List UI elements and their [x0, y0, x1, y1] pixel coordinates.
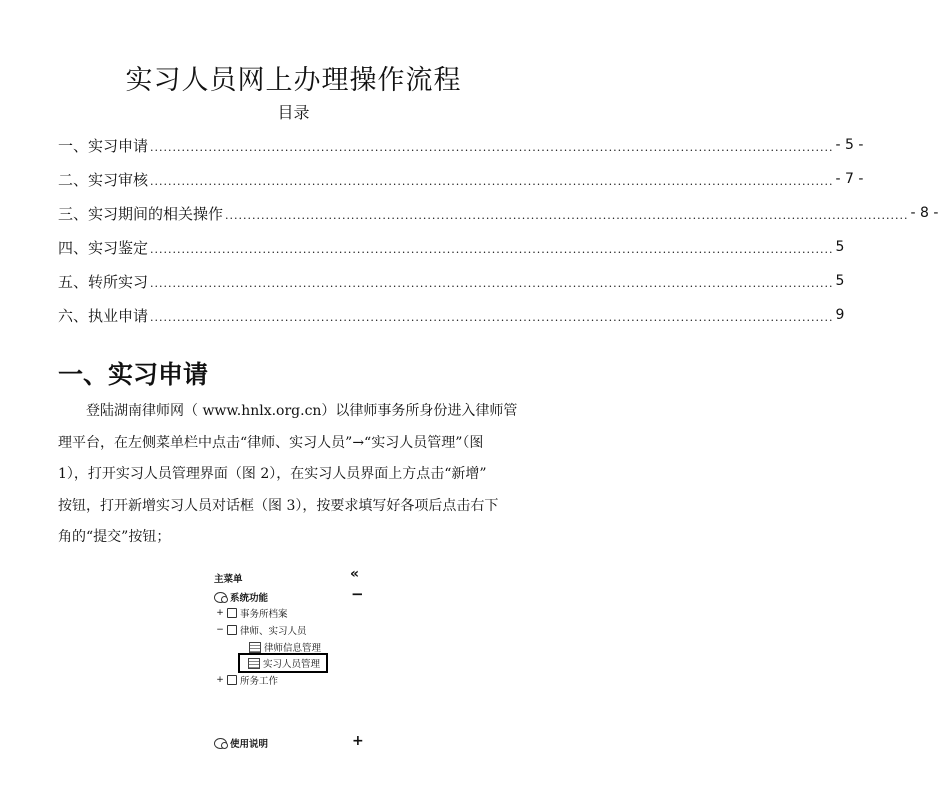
toc-entry-number: 六、: [58, 306, 89, 325]
gear-icon: [214, 592, 227, 603]
collapse-toggle[interactable]: −: [216, 625, 224, 635]
toc-entry-page: - 7 -: [835, 171, 864, 187]
expand-toggle[interactable]: +: [216, 608, 224, 618]
toc-leader-dots: ........................................................................................................................................................: [150, 277, 834, 290]
toc-entry[interactable]: [58, 264, 845, 298]
toc-leader-dots: ........................................................................................................................................................: [150, 243, 834, 256]
toc-entry-page: - 5 -: [835, 137, 864, 153]
paragraph-line: 1），打开实习人员管理界面（图 2），在实习人员界面上方点击“新增”: [58, 466, 487, 482]
toc-entry-page: 5: [835, 239, 845, 255]
paragraph-line: 登陆湖南律师网（ www.hnlx.org.cn）以律师事务所身份进入律师管: [86, 403, 518, 419]
paragraph-line: 角的“提交”按钮；: [58, 529, 171, 545]
menu-item-firm-affairs[interactable]: [216, 673, 278, 687]
toc-entry[interactable]: [58, 298, 845, 332]
toc-entry-number: 四、: [58, 238, 89, 257]
table-of-contents: [58, 128, 938, 332]
toc-leader-dots: ........................................................................................................................................................: [150, 141, 834, 154]
system-functions-label: 系统功能: [230, 593, 269, 604]
menu-item-label: 实习人员管理: [263, 659, 321, 670]
menu-item-label: 所务工作: [240, 676, 279, 687]
menu-item-intern-management[interactable]: [238, 653, 328, 673]
collapse-icon[interactable]: «: [350, 566, 360, 582]
document-icon: [248, 658, 260, 669]
menu-item-label: 律师、实习人员: [240, 626, 307, 637]
toc-leader-dots: ........................................................................................................................................................: [150, 175, 834, 188]
toc-entry[interactable]: [58, 162, 864, 196]
menu-item-lawyer-info[interactable]: [249, 640, 321, 654]
menu-screenshot: [200, 565, 380, 765]
system-functions-toggle[interactable]: −: [351, 585, 364, 603]
folder-icon: [227, 675, 237, 685]
paragraph-line: 按钮，打开新增实习人员对话框（图 3），按要求填写好各项后点击右下: [58, 497, 499, 514]
system-functions-header[interactable]: [214, 590, 268, 604]
toc-leader-dots: ........................................................................................................................................................: [150, 311, 834, 324]
folder-icon: [227, 608, 237, 618]
menu-item-label: 律师信息管理: [264, 643, 322, 654]
menu-item-label: 事务所档案: [240, 609, 288, 620]
toc-entry-title: 实习期间的相关操作: [88, 204, 224, 223]
toc-entry-number: 一、: [58, 136, 89, 155]
usage-guide-toggle[interactable]: +: [352, 733, 364, 749]
toc-leader-dots: ........................................................................................................................................................: [225, 209, 909, 222]
main-menu-title: 主菜单: [214, 574, 243, 585]
toc-entry-title: 执业申请: [88, 306, 149, 325]
document-icon: [249, 642, 261, 653]
toc-entry-page: 5: [835, 273, 845, 289]
document-title: 实习人员网上办理操作流程: [125, 65, 462, 96]
folder-icon: [227, 625, 237, 635]
toc-entry-title: 实习审核: [88, 170, 149, 189]
toc-entry-page: 9: [835, 307, 845, 323]
expand-toggle[interactable]: +: [216, 675, 224, 685]
body-paragraph: [58, 396, 528, 554]
toc-entry[interactable]: [58, 128, 864, 162]
toc-entry-number: 二、: [58, 170, 89, 189]
usage-guide-header[interactable]: [214, 736, 268, 750]
toc-entry-number: 三、: [58, 204, 89, 223]
toc-entry[interactable]: [58, 230, 845, 264]
menu-item-lawyers-interns[interactable]: [216, 623, 307, 637]
toc-entry-title: 实习申请: [88, 136, 149, 155]
toc-heading: 目录: [277, 103, 310, 122]
paragraph-line: 理平台，在左侧菜单栏中点击“律师、实习人员”→“实习人员管理”（图: [58, 434, 484, 451]
section-heading: 一、实习申请: [58, 360, 209, 389]
toc-entry-title: 转所实习: [88, 272, 149, 291]
toc-entry-title: 实习鉴定: [88, 238, 149, 257]
usage-guide-label: 使用说明: [230, 739, 269, 750]
menu-item-firm-archive[interactable]: [216, 606, 288, 620]
gear-icon: [214, 738, 227, 749]
toc-entry[interactable]: [58, 196, 938, 230]
toc-entry-page: - 8 -: [910, 205, 938, 221]
toc-entry-number: 五、: [58, 272, 89, 291]
